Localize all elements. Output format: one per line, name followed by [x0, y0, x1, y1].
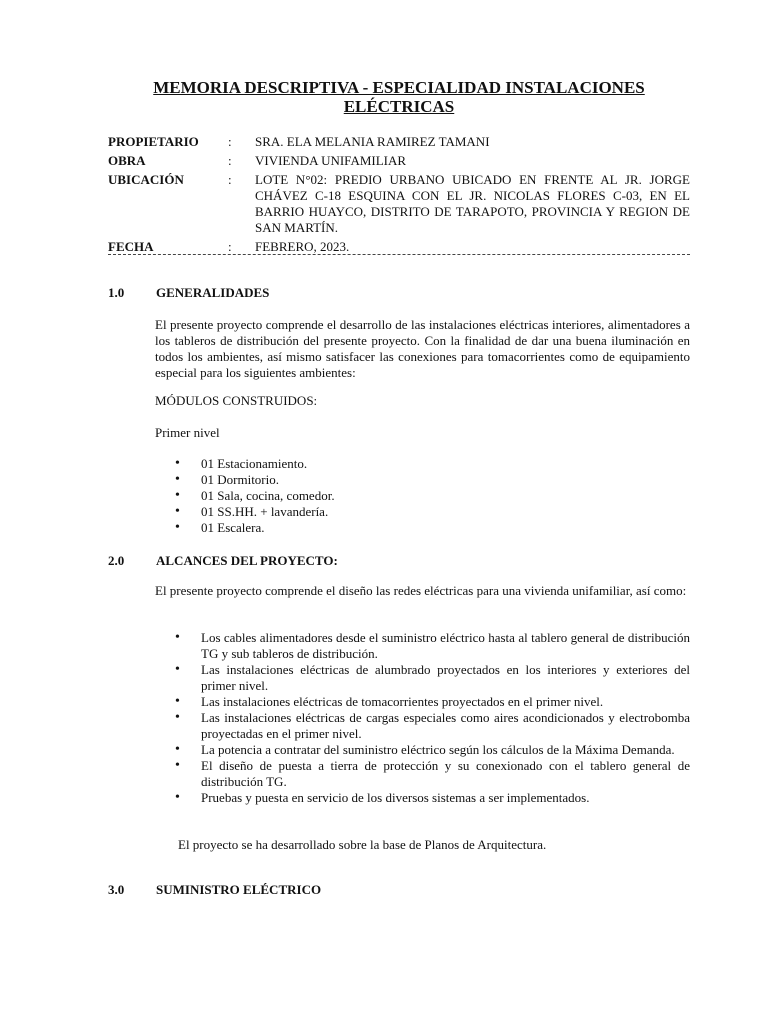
list-item: • 01 Escalera.: [175, 520, 690, 536]
info-colon: :: [228, 172, 232, 187]
info-row-propietario: [108, 134, 690, 150]
info-value: SRA. ELA MELANIA RAMIREZ TAMANI: [255, 134, 490, 149]
header-info: [108, 134, 690, 258]
list-item: • El diseño de puesta a tierra de protección y su conexionado con el tablero general de distribución TG.: [175, 758, 690, 790]
info-row-fecha: [108, 239, 690, 255]
dashed-divider: [108, 254, 690, 255]
info-value: VIVIENDA UNIFAMILIAR: [255, 153, 407, 168]
section-number: 3.0: [108, 882, 125, 897]
section-number: 1.0: [108, 285, 125, 300]
list-item: • Las instalaciones eléctricas de cargas especiales como aires acondicionados y electrobomba proyectadas en el primer nivel.: [175, 710, 690, 742]
info-value: LOTE N°02: PREDIO URBANO UBICADO EN FRENTE AL JR. JORGE CHÁVEZ C-18 ESQUINA CON EL JR. NICOLAS FLORES C-03, EN EL BARRIO HUAYCO, DISTRITO DE TARAPOTO, PROVINCIA Y REGION DE SAN MARTÍN.: [255, 172, 690, 235]
list-item: • Las instalaciones eléctricas de alumbrado proyectados en los interiores y exteriores del primer nivel.: [175, 662, 690, 694]
section-title: ALCANCES DEL PROYECTO:: [156, 553, 338, 568]
paragraph-alcances: El presente proyecto comprende el diseño las redes eléctricas para una vivienda unifamiliar, así como:: [155, 583, 687, 598]
info-value: FEBRERO, 2023.: [255, 239, 350, 254]
section-heading-generalidades: [108, 285, 269, 301]
info-row-obra: [108, 153, 690, 169]
info-colon: :: [228, 134, 232, 149]
paragraph-base-planos: El proyecto se ha desarrollado sobre la base de Planos de Arquitectura.: [178, 837, 547, 852]
section-title: SUMINISTRO ELÉCTRICO: [156, 882, 322, 897]
list-item: • La potencia a contratar del suministro eléctrico según los cálculos de la Máxima Demanda.: [175, 742, 690, 758]
section-heading-suministro: [108, 882, 321, 898]
list-item: • Los cables alimentadores desde el suministro eléctrico hasta al tablero general de distribución TG y sub tableros de distribución.: [175, 630, 690, 662]
paragraph-generalidades: El presente proyecto comprende el desarrollo de las instalaciones eléctricas interiores, alimentadores a los tableros de distribución del presente proyecto. Con la finalidad de dar una buena iluminación en todos los ambientes, así mismo satisfacer las conexiones para tomacorrientes como de equipamiento especial para los siguientes ambientes:: [155, 317, 690, 380]
level-label: Primer nivel: [155, 425, 220, 440]
info-colon: :: [228, 153, 232, 168]
section-heading-alcances: [108, 553, 338, 569]
list-item: • Las instalaciones eléctricas de tomacorrientes proyectados en el primer nivel.: [175, 694, 690, 710]
section-number: 2.0: [108, 553, 125, 568]
info-label: OBRA: [108, 153, 146, 168]
info-label: PROPIETARIO: [108, 134, 199, 149]
scope-list: [175, 630, 690, 806]
list-item: • 01 SS.HH. + lavandería.: [175, 504, 690, 520]
modules-list: [175, 456, 690, 536]
modules-heading: MÓDULOS CONSTRUIDOS:: [155, 393, 318, 408]
document-title: MEMORIA DESCRIPTIVA - ESPECIALIDAD INSTALACIONES ELÉCTRICAS: [153, 78, 645, 116]
section-title: GENERALIDADES: [156, 285, 270, 300]
list-item: • 01 Estacionamiento.: [175, 456, 690, 472]
info-row-ubicacion: [108, 172, 690, 236]
info-label: FECHA: [108, 239, 154, 254]
list-item: • 01 Dormitorio.: [175, 472, 690, 488]
list-item: • Pruebas y puesta en servicio de los diversos sistemas a ser implementados.: [175, 790, 690, 806]
info-colon: :: [228, 239, 232, 254]
list-item: • 01 Sala, cocina, comedor.: [175, 488, 690, 504]
info-label: UBICACIÓN: [108, 172, 184, 187]
